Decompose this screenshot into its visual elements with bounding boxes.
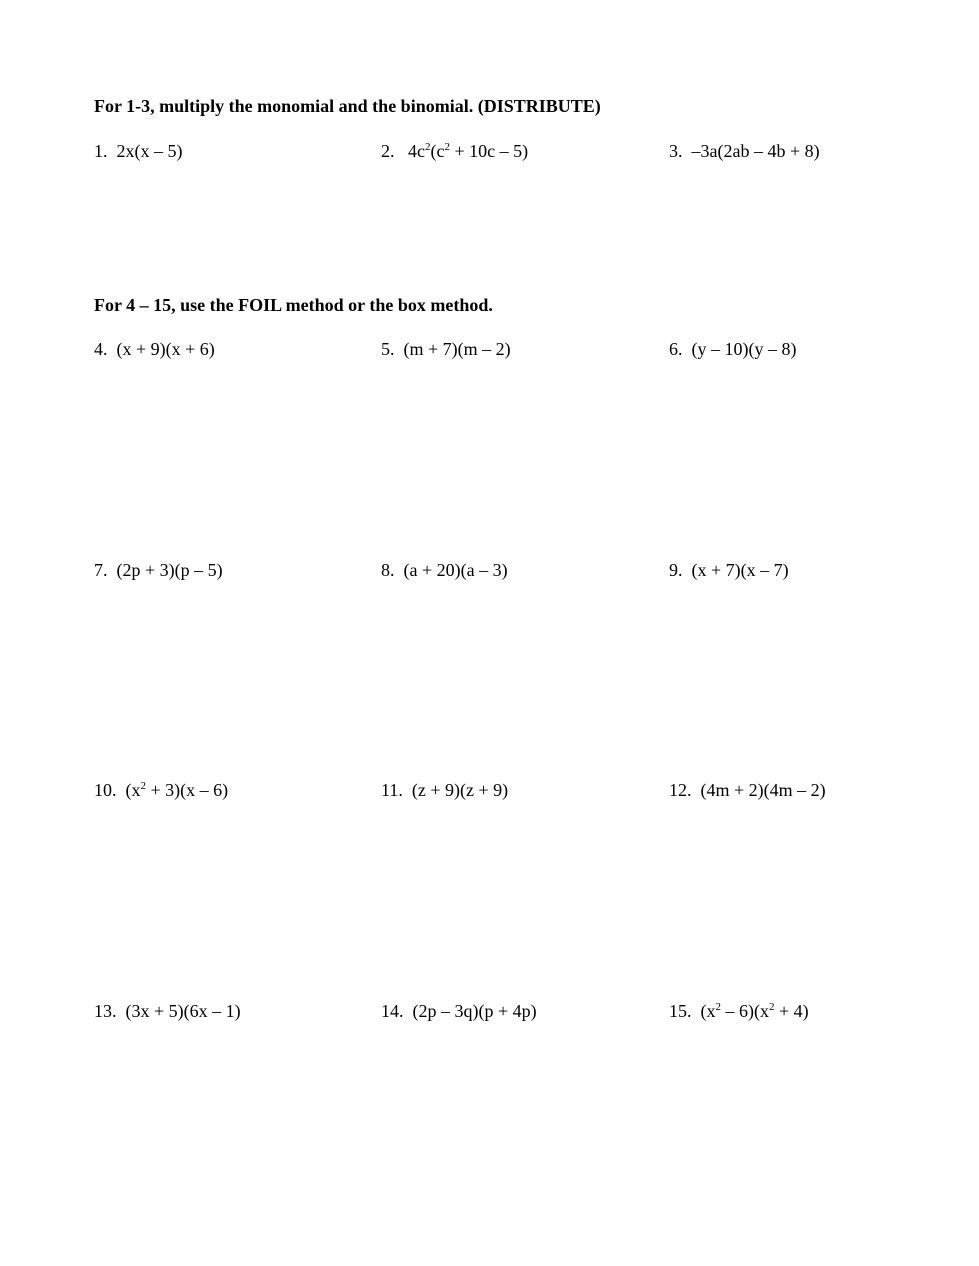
problem-8 [381, 561, 508, 579]
problem-number: 8. [381, 560, 395, 580]
problem-number: 14. [381, 1001, 404, 1021]
problem-expression: (3x + 5)(6x – 1) [125, 1001, 241, 1021]
problem-number: 15. [669, 1001, 692, 1021]
expression-part: + 10c – 5) [449, 141, 529, 161]
problem-expression: (x + 7)(x – 7) [691, 560, 789, 580]
problem-number: 1. [94, 141, 108, 161]
problem-expression: (m + 7)(m – 2) [403, 339, 511, 359]
problem-expression [701, 1001, 809, 1021]
problem-11 [381, 781, 508, 799]
expression-part: + 4) [774, 1001, 809, 1021]
problem-5 [381, 340, 511, 358]
problem-expression: 2x(x – 5) [116, 141, 183, 161]
expression-part: (c [430, 141, 445, 161]
expression-part: – 6)(x [721, 1001, 769, 1021]
problem-expression: (z + 9)(z + 9) [411, 780, 509, 800]
problem-expression: (y – 10)(y – 8) [691, 339, 797, 359]
problem-2 [381, 142, 528, 160]
exponent: 2 [769, 1001, 775, 1013]
problem-number: 5. [381, 339, 395, 359]
problem-15 [669, 1002, 809, 1020]
problem-expression [408, 141, 528, 161]
problem-expression: –3a(2ab – 4b + 8) [691, 141, 820, 161]
problem-9 [669, 561, 789, 579]
problem-number: 9. [669, 560, 683, 580]
expression-part: + 3)(x – 6) [146, 780, 229, 800]
problem-number: 10. [94, 780, 117, 800]
problem-1 [94, 142, 183, 160]
problem-expression: (x + 9)(x + 6) [116, 339, 215, 359]
problem-13 [94, 1002, 241, 1020]
problem-number: 2. [381, 141, 395, 161]
problem-6 [669, 340, 796, 358]
problem-4 [94, 340, 215, 358]
problem-3 [669, 142, 820, 160]
exponent: 2 [715, 1001, 721, 1013]
problem-number: 4. [94, 339, 108, 359]
problem-expression: (a + 20)(a – 3) [403, 560, 508, 580]
problem-expression: (2p + 3)(p – 5) [116, 560, 223, 580]
expression-part: 4c [408, 141, 425, 161]
problem-number: 3. [669, 141, 683, 161]
problem-number: 7. [94, 560, 108, 580]
problem-7 [94, 561, 223, 579]
expression-part: (x [125, 780, 141, 800]
problem-number: 6. [669, 339, 683, 359]
problem-expression: (2p – 3q)(p + 4p) [412, 1001, 537, 1021]
problem-expression: (4m + 2)(4m – 2) [700, 780, 826, 800]
exponent: 2 [425, 141, 431, 153]
problem-number: 12. [669, 780, 692, 800]
problem-number: 13. [94, 1001, 117, 1021]
problem-14 [381, 1002, 537, 1020]
problem-expression [126, 780, 229, 800]
exponent: 2 [140, 780, 146, 792]
expression-part: (x [700, 1001, 716, 1021]
section2-heading: For 4 – 15, use the FOIL method or the box method. [94, 295, 493, 315]
section1-heading: For 1-3, multiply the monomial and the binomial. (DISTRIBUTE) [94, 96, 601, 116]
exponent: 2 [444, 141, 450, 153]
problem-10 [94, 781, 228, 799]
problem-12 [669, 781, 826, 799]
problem-number: 11. [381, 780, 403, 800]
